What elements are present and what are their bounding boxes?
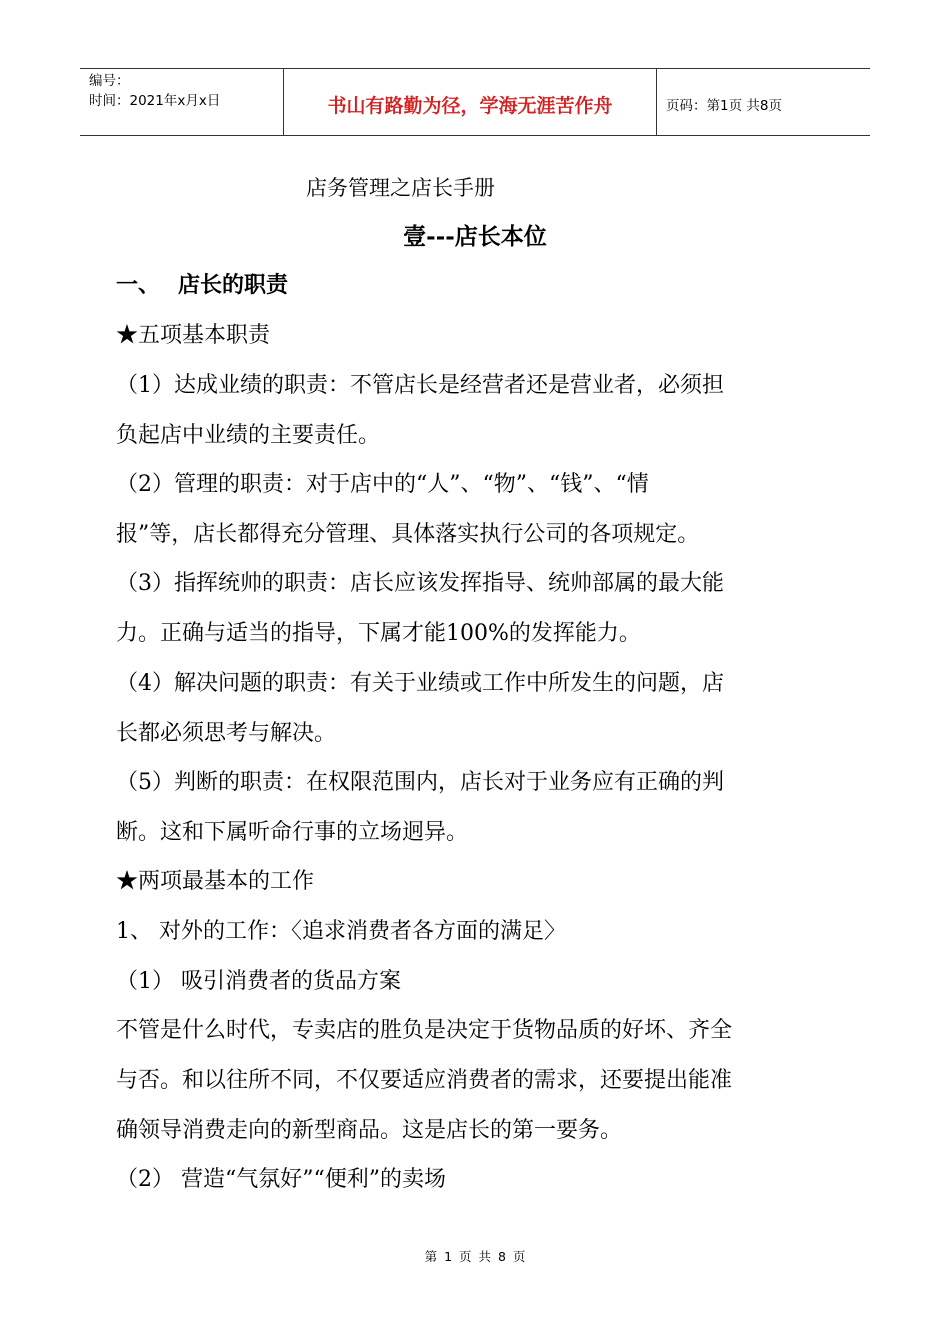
paragraph-line: 不管是什么时代，专卖店的胜负是决定于货物品质的好坏、齐全: [116, 1018, 733, 1043]
time-label: 时间：2021年x月x日: [89, 93, 221, 109]
header-motto: 书山有路勤为径，学海无涯苦作舟: [283, 69, 657, 135]
paragraph-line: （5）判断的职责：在权限范围内，店长对于业务应有正确的判: [116, 770, 724, 795]
paragraph-line: 负起店中业绩的主要责任。: [116, 423, 381, 448]
paragraph-line: 力。正确与适当的指导，下属才能100%的发挥能力。: [116, 621, 641, 646]
paragraph-line: （3）指挥统帅的职责：店长应该发挥指导、统帅部属的最大能: [116, 571, 724, 596]
header-page-info: 页码：第1页 共8页: [666, 98, 782, 114]
list-item-heading: 1、 对外的工作：〈追求消费者各方面的满足〉: [116, 919, 566, 944]
paragraph-line: 报”等，店长都得充分管理、具体落实执行公司的各项规定。: [116, 522, 700, 547]
document-title: 店务管理之店长手册: [306, 176, 495, 200]
paragraph-line: 与否。和以往所不同，不仅要适应消费者的需求，还要提出能准: [116, 1068, 733, 1093]
paragraph-line: （4）解决问题的职责：有关于业绩或工作中所发生的问题，店: [116, 671, 724, 696]
paragraph-line: 断。这和下属听命行事的立场迥异。: [116, 820, 469, 845]
paragraph-line: （2）管理的职责：对于店中的“人”、“物”、“钱”、“情: [116, 472, 649, 497]
page-footer: 第 1 页 共 8 页: [424, 1249, 526, 1264]
list-item-heading: （1） 吸引消费者的货品方案: [116, 969, 401, 994]
paragraph-line: 长都必须思考与解决。: [116, 721, 337, 746]
document-subtitle: 壹---店长本位: [403, 223, 547, 250]
paragraph-line: 确领导消费走向的新型商品。这是店长的第一要务。: [116, 1118, 623, 1143]
section-number: 一、: [116, 272, 161, 298]
paragraph-line: （1）达成业绩的职责：不管店长是经营者还是营业者，必须担: [116, 373, 724, 398]
number-label: 编号：: [89, 73, 130, 89]
page-header: [80, 68, 870, 136]
section-heading: [116, 268, 288, 299]
section-title: 店长的职责: [178, 272, 289, 298]
subheading-two-tasks: ★两项最基本的工作: [116, 869, 315, 894]
header-meta: [80, 69, 283, 135]
subheading-five-duties: ★五项基本职责: [116, 323, 271, 348]
list-item-heading: （2） 营造“气氛好”“便利”的卖场: [116, 1167, 446, 1192]
